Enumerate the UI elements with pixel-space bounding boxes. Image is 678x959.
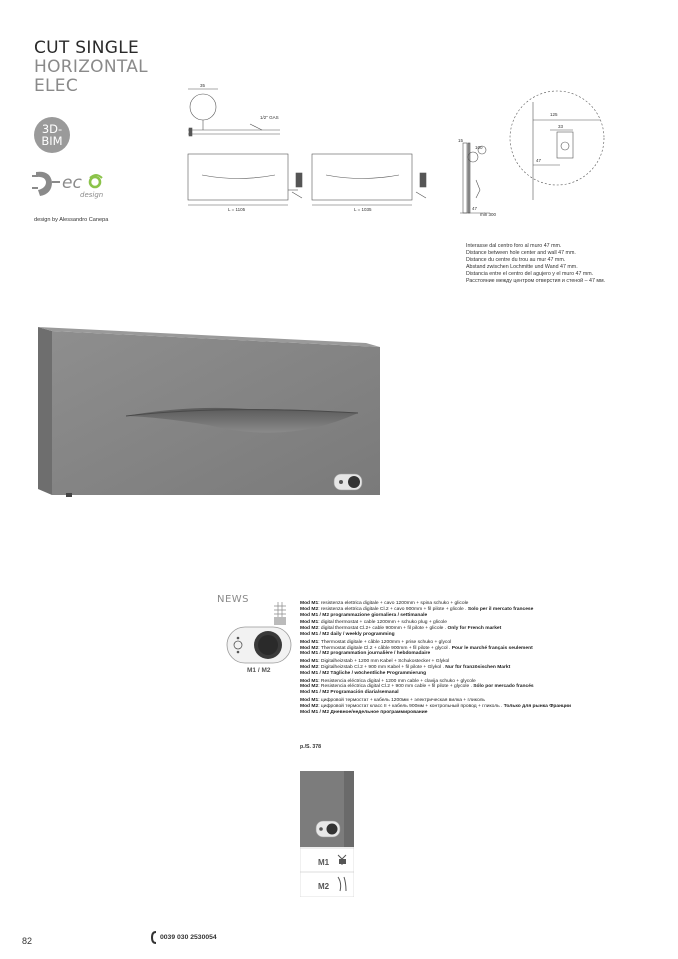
model-programming: daily / weekly programming [329, 631, 395, 637]
note-line: Interasse dal centro foro al muro 47 mm. [466, 243, 562, 249]
model-key: Mod M1 / M2 [300, 651, 330, 657]
side-min-label: min 300 [480, 212, 497, 217]
note-line: Abstand zwischen Lochmitte und Wand 47 mm. [466, 264, 578, 271]
model-programming: Дневное/недельное программирование [329, 709, 428, 715]
width-b-label: L = 1035 [354, 207, 372, 212]
model-group-es [300, 679, 640, 696]
model-group-fr [300, 640, 640, 657]
note-line: Distance between hole center and wall 47 mm. [466, 250, 576, 257]
model-key: Mod M1 / M2 [300, 690, 330, 696]
page-reference: p./S. 378 [300, 744, 322, 750]
model-market: Sólo por mercado francés [473, 684, 534, 690]
model-programming: programmazione giornaliera / settimanale [329, 612, 428, 618]
model-text: : Digitalheizstab Cl.2 + 900 mm Kabel + fil pilote + Glykol . [318, 664, 446, 670]
model-group-de [300, 659, 640, 676]
eco-logo-word: ec [62, 173, 82, 193]
model-key: Mod M1 [300, 697, 319, 703]
model-key: Mod M1 / M2 [300, 670, 330, 676]
model-market: Pour le marché français seulement [451, 645, 533, 651]
model-key: Mod M2 [300, 684, 319, 690]
bim-badge-line-1: 3D- [41, 122, 63, 136]
model-market: Solo per il mercato francese [467, 606, 534, 612]
model-text: : цифровой термостат класс II + кабель 900мм + контрольный провод + гликоль . [318, 703, 504, 709]
note-line: Расстояние между центром отверстия и стеной – 47 мм. [466, 278, 606, 285]
model-text: : resistenza elettrica digitale + cavo 1200mm + spina schuko + glicole [318, 601, 469, 606]
side-15-label: 15 [458, 138, 464, 143]
model-text: : Thermostat digitale + câble 1200mm + prise schuko + glycol [318, 639, 452, 645]
detail-47-label: 47 [536, 158, 542, 163]
model-key: Mod M2 [300, 606, 319, 612]
model-text: : Thermostat digitale Cl.2 + câble 900mm + fil pilote + glycol . [318, 645, 452, 651]
radiator-photo [38, 325, 398, 505]
model-text: : цифровой термостат + кабель 1200мм + электрическая вилка + гликоль [318, 697, 485, 703]
model-group-en [300, 620, 640, 637]
eco-logo-sub: design [80, 191, 104, 199]
model-key: Mod M1 [300, 678, 319, 684]
model-key: Mod M1 / M2 [300, 612, 330, 618]
phone-contact[interactable] [151, 931, 217, 944]
detail-photo [300, 771, 354, 897]
technical-drawing [180, 80, 620, 238]
thermostat-knob-icon [334, 474, 362, 490]
gas-label: 1/2" GAS [260, 115, 279, 120]
model-key: Mod M2 [300, 703, 319, 709]
model-text: : Digitalheizstab + 1200 mm Kabel + Schukostecker + Glykol [318, 659, 450, 665]
distance-notes [466, 243, 656, 286]
model-market: Nur für französischen Markt [445, 664, 511, 670]
title-line-1: CUT SINGLE [34, 38, 140, 58]
model-market: Только для рынка Франции [503, 703, 572, 709]
page-number: 82 [22, 936, 33, 946]
model-market: Only for French market [447, 626, 502, 632]
model-group-it [300, 601, 640, 618]
detail-33-label: 33 [558, 124, 564, 129]
note-line: Distancia entre el centro del agujero y el muro 47 mm. [466, 271, 594, 278]
phone-number: 0039 030 2530054 [160, 934, 217, 941]
title-line-2: HORIZONTAL [34, 57, 148, 77]
note-line: Distance du centre du trou au mur 47 mm. [466, 257, 566, 264]
model-text: : resistenza elettrica digitale Cl.2 + cavo 900mm + fil pilote + glicole . [318, 606, 468, 612]
news-label: NEWS [217, 594, 250, 605]
product-title [34, 39, 148, 96]
dim-top-label: 35 [200, 83, 206, 88]
model-key: Mod M2 [300, 664, 319, 670]
model-key: Mod M2 [300, 645, 319, 651]
side-47-label: 47 [472, 206, 478, 211]
model-text: : Resistencia eléctrica digital + 1200 mm cable + clavija schuko + glycole [318, 678, 476, 684]
model-text: : digital thermostat Cl.2+ cable 900mm + fil pilote + glicole . [318, 626, 448, 632]
designer-credit: design by Alessandro Canepa [34, 217, 109, 223]
model-group-ru [300, 698, 640, 715]
model-descriptions [300, 601, 640, 717]
side-100-label: 100 [475, 145, 483, 150]
model-key: Mod M1 [300, 601, 319, 606]
m2-label: M2 [318, 882, 330, 891]
model-key: Mod M1 / M2 [300, 631, 330, 637]
model-key: Mod M1 [300, 639, 319, 645]
title-line-3: ELEC [34, 76, 79, 96]
detail-125-label: 125 [550, 112, 558, 117]
3d-bim-badge[interactable] [34, 117, 70, 153]
phone-icon [151, 931, 158, 944]
m1-label: M1 [318, 858, 330, 867]
model-text: : digital thermostat + cable 1200mm + schuko plug + glicole [318, 620, 447, 626]
model-text: : Resistencia eléctrica digital Cl.2 + 900 mm cable + fil pilote + glycole . [318, 684, 474, 690]
model-key: Mod M1 [300, 659, 319, 665]
model-key: Mod M1 [300, 620, 319, 626]
m1-m2-label: M1 / M2 [247, 667, 271, 674]
eco-design-logo [32, 166, 116, 200]
model-key: Mod M2 [300, 626, 319, 632]
model-programming: programmation journalière / hebdomadaire [329, 651, 431, 657]
model-programming: Tägliche / wöchentliche Programmierung [329, 670, 427, 676]
model-programming: Programación diaria/semanal [329, 690, 399, 696]
bim-badge-line-2: BIM [41, 134, 63, 148]
width-a-label: L = 1105 [228, 207, 246, 212]
model-key: Mod M1 / M2 [300, 709, 330, 715]
